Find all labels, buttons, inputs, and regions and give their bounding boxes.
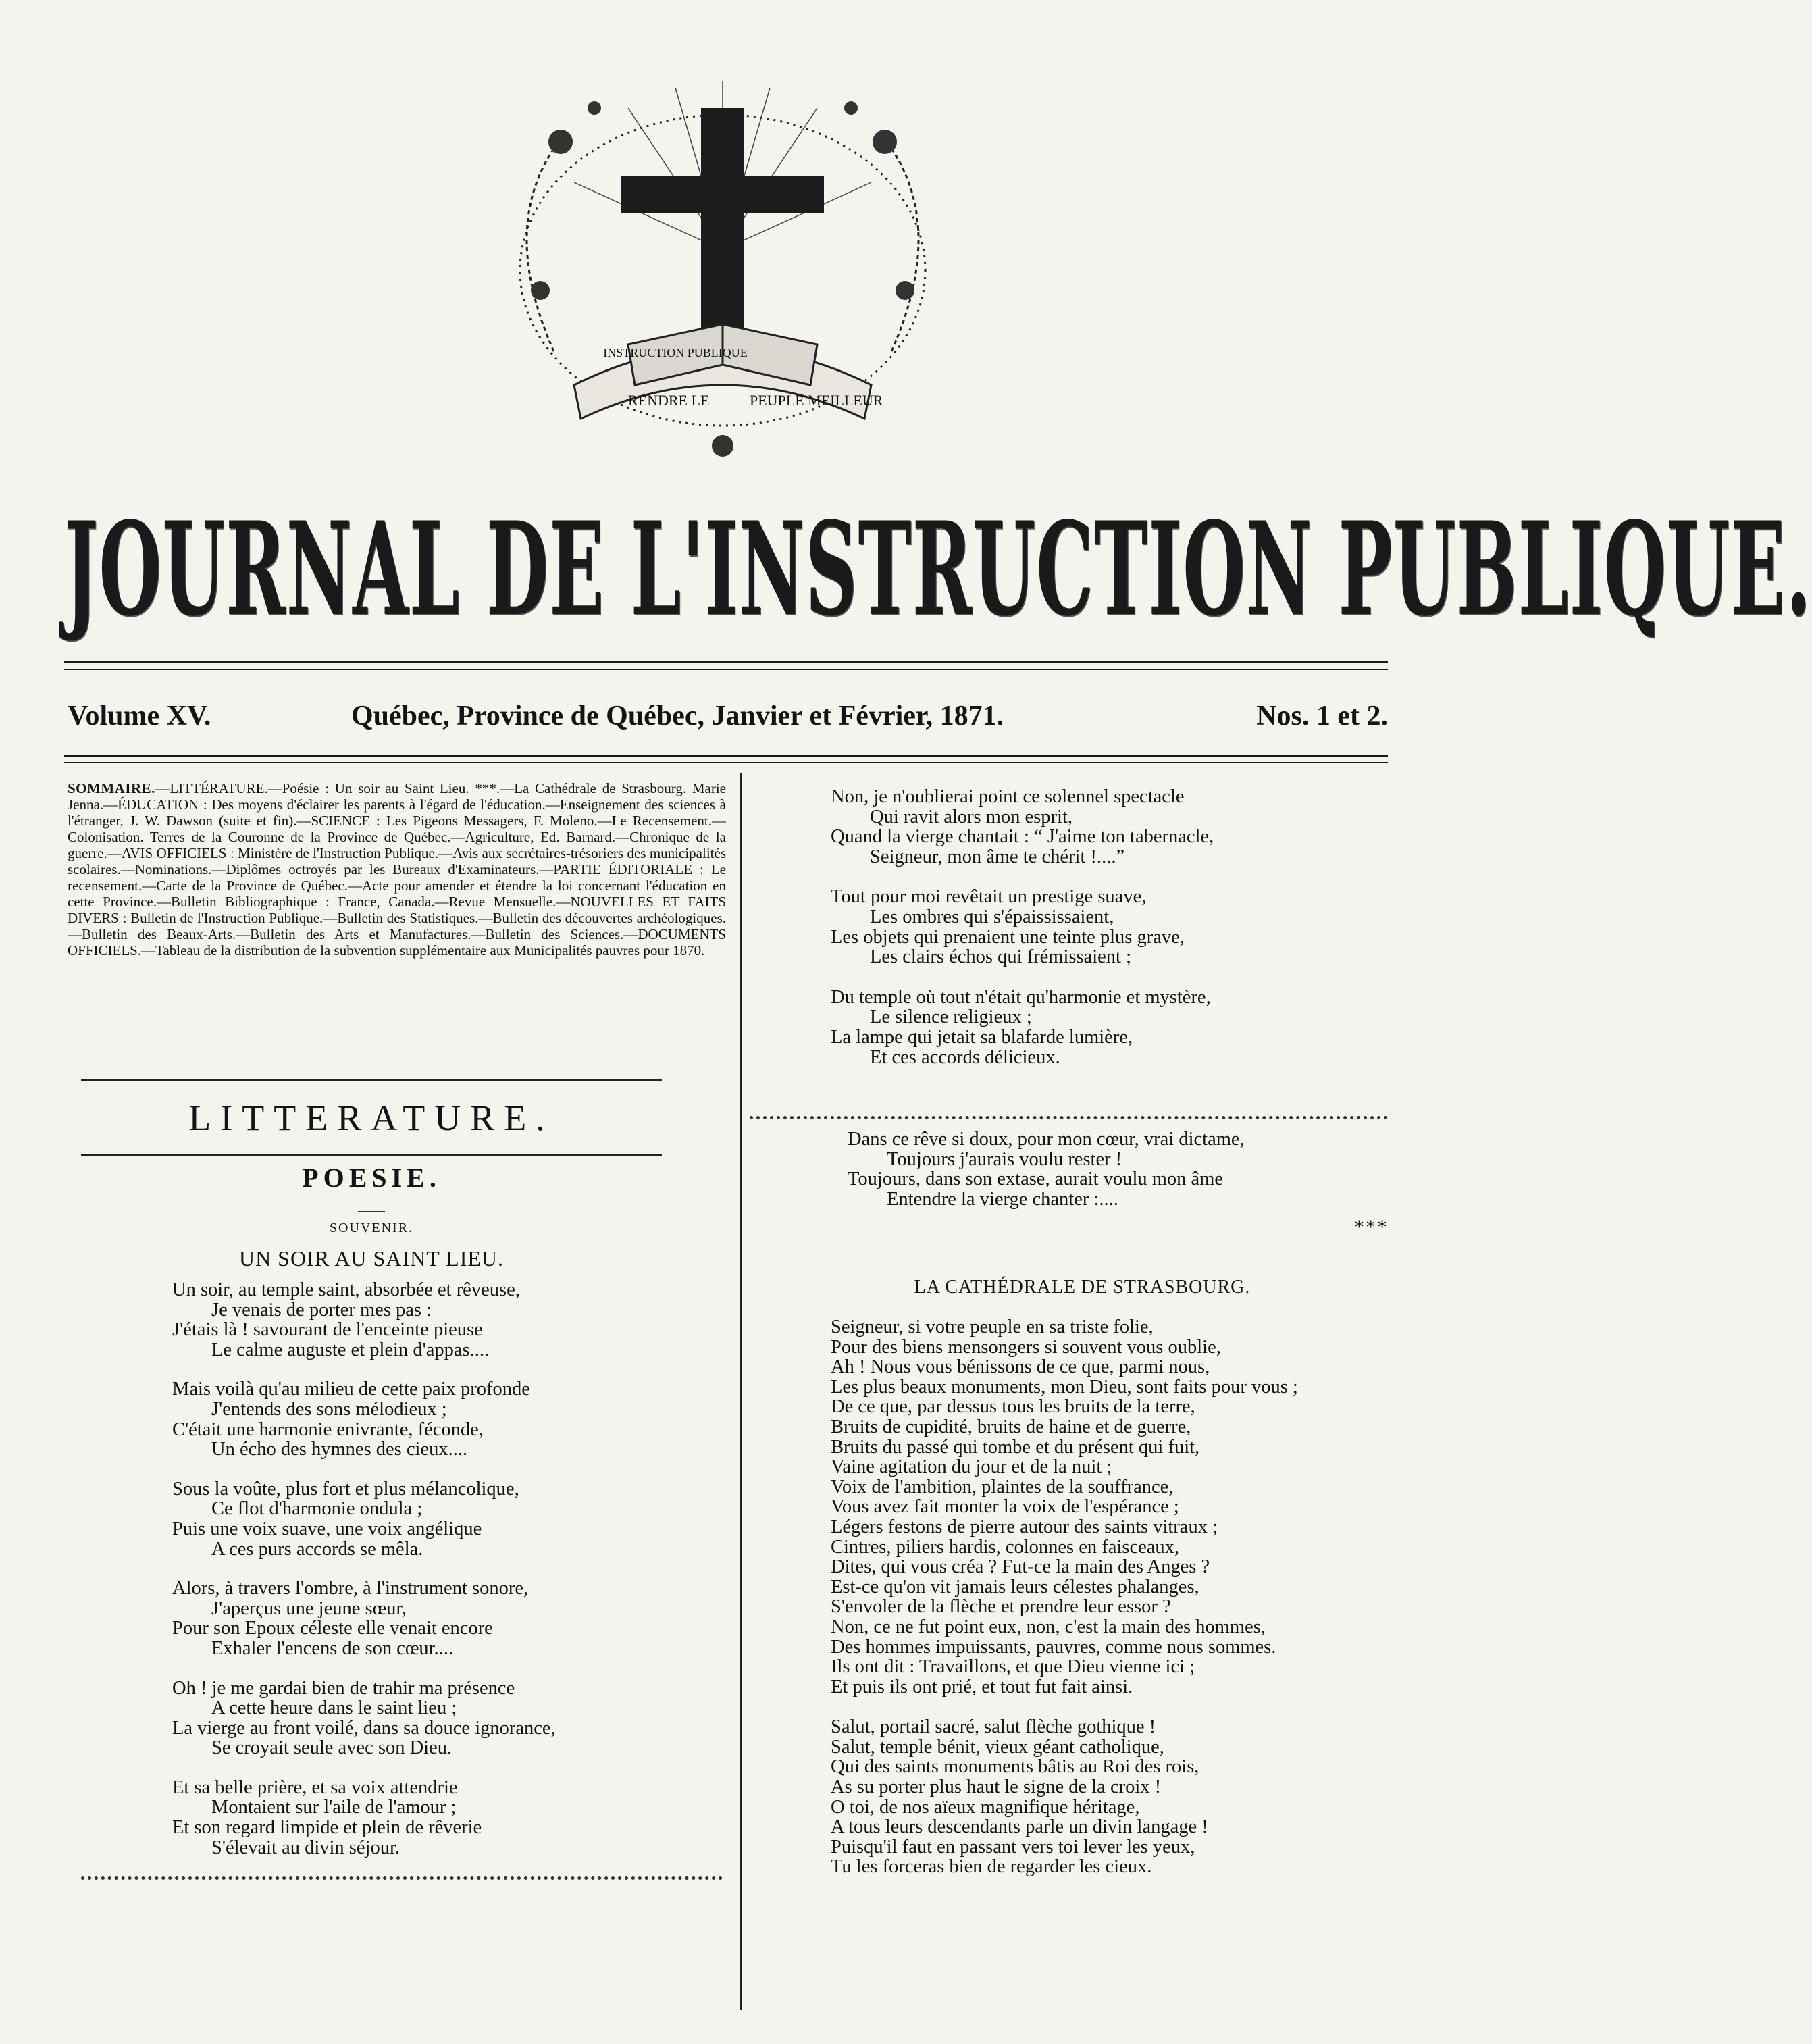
signature-stars: *** <box>1354 1216 1389 1238</box>
poem-final-stanza <box>848 1129 1388 1209</box>
sommaire-lead: SOMMAIRE.— <box>68 780 170 796</box>
dotted-separator <box>81 1876 723 1880</box>
poem-line: Un écho des hymnes des cieux.... <box>211 1439 468 1460</box>
poem-line: Sous la voûte, plus fort et plus mélancolique, <box>172 1478 519 1500</box>
dateline <box>68 692 1388 740</box>
poem-line: A cette heure dans le saint lieu ; <box>211 1697 457 1719</box>
verse-line: Cintres, piliers hardis, colonnes en faisceaux, <box>831 1536 1180 1558</box>
poem-line: Et sa belle prière, et sa voix attendrie <box>172 1777 458 1798</box>
poem-line: C'était une harmonie enivrante, féconde, <box>172 1419 484 1440</box>
masthead-rule-thin <box>64 669 1388 670</box>
poem-line: Un soir, au temple saint, absorbée et rêveuse, <box>172 1279 520 1300</box>
verse-line: Les plus beaux monuments, mon Dieu, sont faits pour vous ; <box>831 1376 1298 1398</box>
verse-line: Est-ce qu'on vit jamais leurs célestes phalanges, <box>831 1576 1199 1598</box>
place-date: Québec, Province de Québec, Janvier et Février, 1871. <box>351 700 1004 732</box>
stanza-gap <box>831 1697 1391 1717</box>
verse-line: De ce que, par dessus tous les bruits de la terre, <box>831 1396 1195 1418</box>
poem-line: Quand la vierge chantait : “ J'aime ton tabernacle, <box>831 826 1214 848</box>
poem-line: Puis une voix suave, une voix angélique <box>172 1518 482 1539</box>
poem-line: Seigneur, mon âme te chérit !....” <box>870 846 1125 867</box>
poem-left <box>172 1280 672 1858</box>
subsection-title: POESIE. <box>302 1162 441 1193</box>
left-column <box>68 780 726 959</box>
poem-line: Toujours, dans son extase, aurait voulu mon âme <box>848 1169 1224 1190</box>
verse-line: Puisqu'il faut en passant vers toi lever les yeux, <box>831 1836 1195 1858</box>
poem-line: Oh ! je me gardai bien de trahir ma présence <box>172 1677 515 1699</box>
verse-line: Bruits du passé qui tombe et du présent qui fuit, <box>831 1436 1200 1458</box>
poem-line: Non, je n'oublierai point ce solennel spectacle <box>831 786 1185 807</box>
stanza-gap <box>172 1758 672 1778</box>
verse-line: O toi, de nos aïeux magnifique héritage, <box>831 1796 1140 1818</box>
stanza-gap <box>172 1360 672 1379</box>
verse-line: Tu les forceras bien de regarder les cieux. <box>831 1856 1152 1878</box>
masthead-title: JOURNAL DE L'INSTRUCTION PUBLIQUE. <box>64 494 1812 644</box>
poem-line: Je venais de porter mes pas : <box>211 1299 432 1321</box>
verse-line: Voix de l'ambition, plaintes de la souffrance, <box>831 1476 1174 1498</box>
poem-line: J'étais là ! savourant de l'enceinte pieuse <box>172 1319 483 1341</box>
verse-line: Dites, qui vous créa ? Fut-ce la main des Anges ? <box>831 1556 1210 1578</box>
verse-line: Des hommes impuissants, pauvres, comme nous sommes. <box>831 1636 1276 1658</box>
poem-line: Et ces accords délicieux. <box>870 1046 1060 1068</box>
verse-line: Légers festons de pierre autour des saints vitraux ; <box>831 1516 1218 1537</box>
poem-line: Pour son Epoux céleste elle venait encore <box>172 1618 493 1639</box>
cathedrale-poem <box>831 1317 1391 1877</box>
poem-label: SOUVENIR. <box>329 1221 414 1235</box>
stanza-gap <box>172 1559 672 1579</box>
verse-line: Vaine agitation du jour et de la nuit ; <box>831 1456 1112 1478</box>
stanza-gap <box>172 1460 672 1479</box>
verse-line: As su porter plus haut le signe de la croix ! <box>831 1777 1162 1798</box>
volume-number: Volume XV. <box>68 700 211 732</box>
verse-line: Bruits de cupidité, bruits de haine et de guerre, <box>831 1416 1191 1437</box>
poem-line: Les objets qui prenaient une teinte plus grave, <box>831 926 1185 948</box>
verse-line: Qui des saints monuments bâtis au Roi des rois, <box>831 1756 1199 1778</box>
poem-line: Tout pour moi revêtait un prestige suave, <box>831 886 1147 908</box>
poem-title: UN SOIR AU SAINT LIEU. <box>238 1246 504 1271</box>
poem-line: Alors, à travers l'ombre, à l'instrument sonore, <box>172 1578 529 1600</box>
verse-line: Pour des biens mensongers si souvent vous oublie, <box>831 1336 1221 1358</box>
poem-continued <box>831 787 1391 1067</box>
poem-line: J'entends des sons mélodieux ; <box>211 1398 447 1420</box>
stanza-gap <box>831 867 1391 887</box>
poem-line: La lampe qui jetait sa blafarde lumière, <box>831 1026 1133 1048</box>
cathedrale-title: LA CATHÉDRALE DE STRASBOURG. <box>914 1277 1251 1298</box>
svg-text:RENDRE LE: RENDRE LE <box>628 392 710 409</box>
short-rule <box>358 1211 385 1212</box>
poem-line: Toujours j'aurais voulu rester ! <box>887 1148 1122 1170</box>
poem-line: Le silence religieux ; <box>870 1006 1032 1028</box>
poem-line: J'aperçus une jeune sœur, <box>211 1598 407 1619</box>
dotted-separator <box>750 1116 1388 1119</box>
poem-line: La vierge au front voilé, dans sa douce ignorance, <box>172 1717 556 1739</box>
sommaire-text: LITTÉRATURE.—Poésie : Un soir au Saint Lieu. ***.—La Cathédrale de Strasbourg. Marie Jenna.—ÉDUCATION : Des moyens d'éclairer les parents à l'égard de l'éducation.—Enseignement des sciences à l'étranger, J. W. Dawson (suite et fin).—SCIENCE : Les Pigeons Messagers, F. Moleno.—Le Recensement.—Colonisation. Terres de la Couronne de la Province de Québec.—Agriculture, Ed. Barnard.—Chronique de la guerre.—AVIS OFFICIELS : Ministère de l'Instruction Publique.—Avis aux secrétaires-trésoriers des municipalités scolaires.—Nominations.—Diplômes octroyés par les Bureaux d'Examinateurs.—PARTIE ÉDITORIALE : Le recensement.—Carte de la Province de Québec.—Acte pour amender et étendre la loi concernant l'éducation en cette Province.—Bulletin Bibliographique : France, Canada.—Revue Mensuelle.—NOUVELLES ET FAITS DIVERS : Bulletin de l'Instruction Publique.—Bulletin des Statistiques.—Bulletin des découvertes archéologiques.—Bulletin des Beaux-Arts.—Bulletin des Arts et Manufactures.—Bulletin des Sciences.—DOCUMENTS OFFICIELS.—Tableau de la distribution de la subvention supplémentaire aux Municipalités pauvres pour 1870. <box>68 780 726 959</box>
poem-line: Du temple où tout n'était qu'harmonie et mystère, <box>831 986 1211 1008</box>
poem-line: Les ombres qui s'épaississaient, <box>870 906 1114 927</box>
poem-line: Le calme auguste et plein d'appas.... <box>211 1339 490 1360</box>
issue-numbers: Nos. 1 et 2. <box>1256 700 1388 732</box>
sommaire <box>68 780 726 959</box>
cross-book-emblem-icon <box>459 68 986 473</box>
section-title: LITTERATURE. <box>188 1098 554 1138</box>
verse-line: A tous leurs descendants parle un divin langage ! <box>831 1816 1208 1838</box>
stanza-gap <box>831 967 1391 988</box>
verse-line: Salut, temple bénit, vieux géant catholique, <box>831 1736 1164 1758</box>
poem-line: A ces purs accords se mêla. <box>211 1538 423 1560</box>
verse-line: Ah ! Nous vous bénissons de ce que, parmi nous, <box>831 1356 1210 1378</box>
poem-line: Et son regard limpide et plein de rêverie <box>172 1817 482 1839</box>
verse-line: S'envoler de la flèche et prendre leur essor ? <box>831 1596 1171 1618</box>
poem-line: S'élevait au divin séjour. <box>211 1837 400 1858</box>
verse-line: Et puis ils ont prié, et tout fut fait ainsi. <box>831 1676 1133 1697</box>
poem-line: Mais voilà qu'au milieu de cette paix profonde <box>172 1379 530 1400</box>
poem-line: Montaient sur l'aile de l'amour ; <box>211 1797 457 1818</box>
poem-line: Se croyait seule avec son Dieu. <box>211 1737 452 1759</box>
verse-line: Salut, portail sacré, salut flèche gothique ! <box>831 1716 1156 1738</box>
poem-line: Dans ce rêve si doux, pour mon cœur, vrai dictame, <box>848 1129 1245 1150</box>
dateline-rule <box>64 755 1388 757</box>
stanza-gap <box>172 1659 672 1679</box>
verse-line: Seigneur, si votre peuple en sa triste folie, <box>831 1317 1154 1337</box>
verse-line: Vous avez fait monter la voix de l'espérance ; <box>831 1496 1179 1518</box>
poem-line: Entendre la vierge chanter :.... <box>887 1188 1118 1210</box>
verse-line: Ils ont dit : Travaillons, et que Dieu vienne ici ; <box>831 1656 1195 1678</box>
poem-line: Ce flot d'harmonie ondula ; <box>211 1498 423 1520</box>
verse-line: Non, ce ne fut point eux, non, c'est la main des hommes, <box>831 1616 1266 1637</box>
poem-line: Exhaler l'encens de son cœur.... <box>211 1637 454 1659</box>
column-divider <box>740 773 742 2010</box>
svg-text:PEUPLE MEILLEUR: PEUPLE MEILLEUR <box>750 392 883 409</box>
masthead-rule <box>64 661 1388 663</box>
svg-text:INSTRUCTION PUBLIQUE: INSTRUCTION PUBLIQUE <box>603 346 748 359</box>
poem-line: Les clairs échos qui frémissaient ; <box>870 946 1132 968</box>
poem-line: Qui ravit alors mon esprit, <box>870 806 1072 827</box>
dateline-rule-thin <box>64 762 1388 763</box>
